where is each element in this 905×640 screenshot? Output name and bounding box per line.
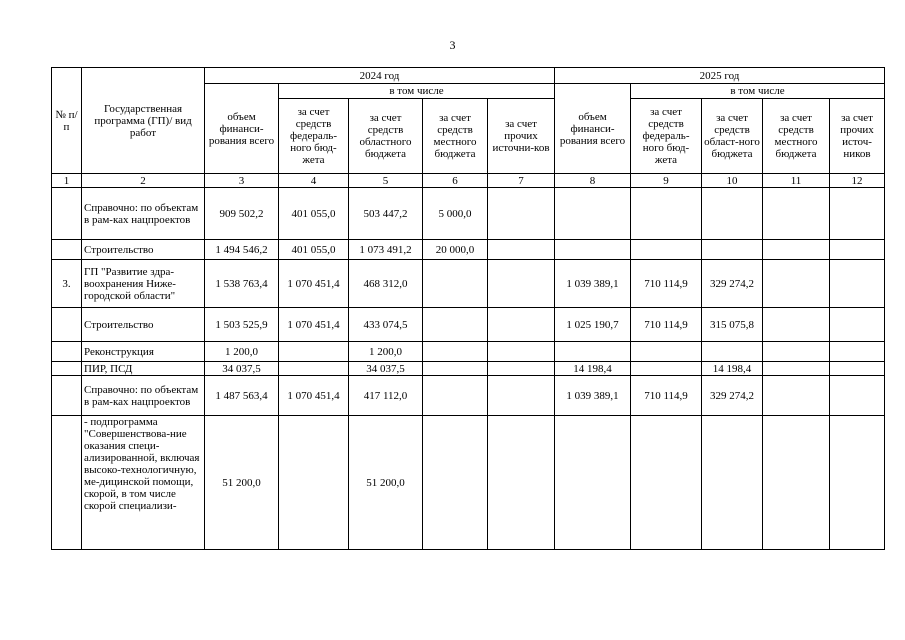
value-cell: 1 487 563,4 — [205, 376, 279, 416]
value-cell — [423, 342, 488, 362]
value-cell — [702, 342, 763, 362]
row-name-cell: Реконструкция — [82, 342, 205, 362]
col-index: 10 — [702, 174, 763, 188]
value-cell: 1 073 491,2 — [349, 240, 423, 260]
value-cell: 51 200,0 — [205, 416, 279, 550]
value-cell — [279, 342, 349, 362]
row-name-cell: Строительство — [82, 308, 205, 342]
value-cell — [763, 376, 830, 416]
row-number-cell — [52, 342, 82, 362]
value-cell: 1 025 190,7 — [555, 308, 631, 342]
value-cell: 1 039 389,1 — [555, 260, 631, 308]
table-row — [52, 376, 885, 416]
row-name-cell: Строительство — [82, 240, 205, 260]
value-cell — [763, 240, 830, 260]
col-index: 7 — [488, 174, 555, 188]
header-num: № п/п — [52, 68, 82, 174]
row-name-cell: Справочно: по объектам в рам-ках нацпроектов — [82, 188, 205, 240]
value-cell: 1 200,0 — [205, 342, 279, 362]
value-cell: 401 055,0 — [279, 188, 349, 240]
header-year-2025: 2025 год — [555, 68, 885, 84]
value-cell: 20 000,0 — [423, 240, 488, 260]
row-number-cell — [52, 188, 82, 240]
value-cell — [488, 342, 555, 362]
value-cell — [488, 362, 555, 376]
value-cell: 710 114,9 — [631, 260, 702, 308]
value-cell — [488, 240, 555, 260]
value-cell — [423, 362, 488, 376]
header-federal-2025: за счет средств федераль-ного бюд-жета — [631, 99, 702, 174]
header-year-2024: 2024 год — [205, 68, 555, 84]
col-index: 9 — [631, 174, 702, 188]
value-cell — [830, 342, 885, 362]
value-cell — [631, 188, 702, 240]
value-cell: 315 075,8 — [702, 308, 763, 342]
value-cell — [488, 260, 555, 308]
value-cell — [631, 362, 702, 376]
header-regional-2024: за счет средств областного бюджета — [349, 99, 423, 174]
value-cell: 468 312,0 — [349, 260, 423, 308]
value-cell: 433 074,5 — [349, 308, 423, 342]
value-cell — [830, 416, 885, 550]
table-row — [52, 362, 885, 376]
col-index: 4 — [279, 174, 349, 188]
value-cell: 329 274,2 — [702, 376, 763, 416]
header-incl-2024: в том числе — [279, 84, 555, 99]
value-cell — [631, 240, 702, 260]
value-cell: 1 503 525,9 — [205, 308, 279, 342]
table-row — [52, 240, 885, 260]
value-cell — [279, 416, 349, 550]
value-cell: 1 039 389,1 — [555, 376, 631, 416]
row-number-cell: 3. — [52, 260, 82, 308]
col-index: 11 — [763, 174, 830, 188]
row-number-cell — [52, 362, 82, 376]
value-cell: 34 037,5 — [205, 362, 279, 376]
table-row — [52, 188, 885, 240]
value-cell — [488, 376, 555, 416]
header-local-2025: за счет средств местного бюджета — [763, 99, 830, 174]
row-number-cell — [52, 308, 82, 342]
header-other-2024: за счет прочих источни-ков — [488, 99, 555, 174]
value-cell — [830, 308, 885, 342]
col-index: 8 — [555, 174, 631, 188]
value-cell — [631, 416, 702, 550]
header-total-2025: объем финанси-рования всего — [555, 84, 631, 174]
col-index: 2 — [82, 174, 205, 188]
value-cell — [631, 342, 702, 362]
value-cell: 34 037,5 — [349, 362, 423, 376]
value-cell — [555, 240, 631, 260]
value-cell: 710 114,9 — [631, 308, 702, 342]
header-incl-2025: в том числе — [631, 84, 885, 99]
value-cell: 14 198,4 — [702, 362, 763, 376]
value-cell — [763, 362, 830, 376]
value-cell — [763, 342, 830, 362]
value-cell: 909 502,2 — [205, 188, 279, 240]
col-index: 5 — [349, 174, 423, 188]
col-index: 12 — [830, 174, 885, 188]
value-cell: 710 114,9 — [631, 376, 702, 416]
value-cell: 1 070 451,4 — [279, 376, 349, 416]
value-cell — [555, 188, 631, 240]
row-number-cell — [52, 240, 82, 260]
value-cell — [555, 342, 631, 362]
row-name-cell: ПИР, ПСД — [82, 362, 205, 376]
value-cell: 1 538 763,4 — [205, 260, 279, 308]
value-cell: 14 198,4 — [555, 362, 631, 376]
value-cell — [423, 376, 488, 416]
value-cell — [488, 188, 555, 240]
col-index: 3 — [205, 174, 279, 188]
value-cell — [555, 416, 631, 550]
page-number: 3 — [449, 38, 456, 52]
value-cell — [763, 308, 830, 342]
value-cell: 503 447,2 — [349, 188, 423, 240]
row-name-cell: ГП "Развитие здра-воохранения Ниже-городской области" — [82, 260, 205, 308]
col-index: 6 — [423, 174, 488, 188]
row-number-cell — [52, 376, 82, 416]
value-cell — [423, 260, 488, 308]
row-name-cell: Справочно: по объектам в рам-ках нацпроектов — [82, 376, 205, 416]
value-cell: 1 200,0 — [349, 342, 423, 362]
value-cell — [830, 376, 885, 416]
value-cell — [763, 260, 830, 308]
col-index: 1 — [52, 174, 82, 188]
financing-table — [51, 67, 885, 550]
header-total-2024: объем финанси-рования всего — [205, 84, 279, 174]
value-cell — [423, 308, 488, 342]
value-cell: 1 070 451,4 — [279, 260, 349, 308]
value-cell — [763, 188, 830, 240]
value-cell: 51 200,0 — [349, 416, 423, 550]
value-cell — [702, 240, 763, 260]
row-name-cell: - подпрограмма "Совершенствова-ние оказания специ-ализированной, включая высоко-технологичную, ме-дицинской помощи, скорой, в том числе скорой специализи- — [82, 416, 205, 550]
table-row — [52, 308, 885, 342]
value-cell — [830, 260, 885, 308]
value-cell: 401 055,0 — [279, 240, 349, 260]
value-cell: 1 070 451,4 — [279, 308, 349, 342]
value-cell: 417 112,0 — [349, 376, 423, 416]
value-cell — [488, 308, 555, 342]
value-cell: 329 274,2 — [702, 260, 763, 308]
header-local-2024: за счет средств местного бюджета — [423, 99, 488, 174]
value-cell — [763, 416, 830, 550]
value-cell — [830, 240, 885, 260]
table-row — [52, 416, 885, 550]
value-cell — [702, 188, 763, 240]
value-cell — [702, 416, 763, 550]
value-cell — [830, 362, 885, 376]
value-cell — [279, 362, 349, 376]
table-row — [52, 260, 885, 308]
value-cell — [830, 188, 885, 240]
row-number-cell — [52, 416, 82, 550]
header-regional-2025: за счет средств област-ного бюджета — [702, 99, 763, 174]
value-cell: 5 000,0 — [423, 188, 488, 240]
value-cell — [488, 416, 555, 550]
header-program: Государственная программа (ГП)/ вид работ — [82, 68, 205, 174]
value-cell: 1 494 546,2 — [205, 240, 279, 260]
header-federal-2024: за счет средств федераль-ного бюд-жета — [279, 99, 349, 174]
header-other-2025: за счет прочих источ-ников — [830, 99, 885, 174]
table-row — [52, 342, 885, 362]
value-cell — [423, 416, 488, 550]
